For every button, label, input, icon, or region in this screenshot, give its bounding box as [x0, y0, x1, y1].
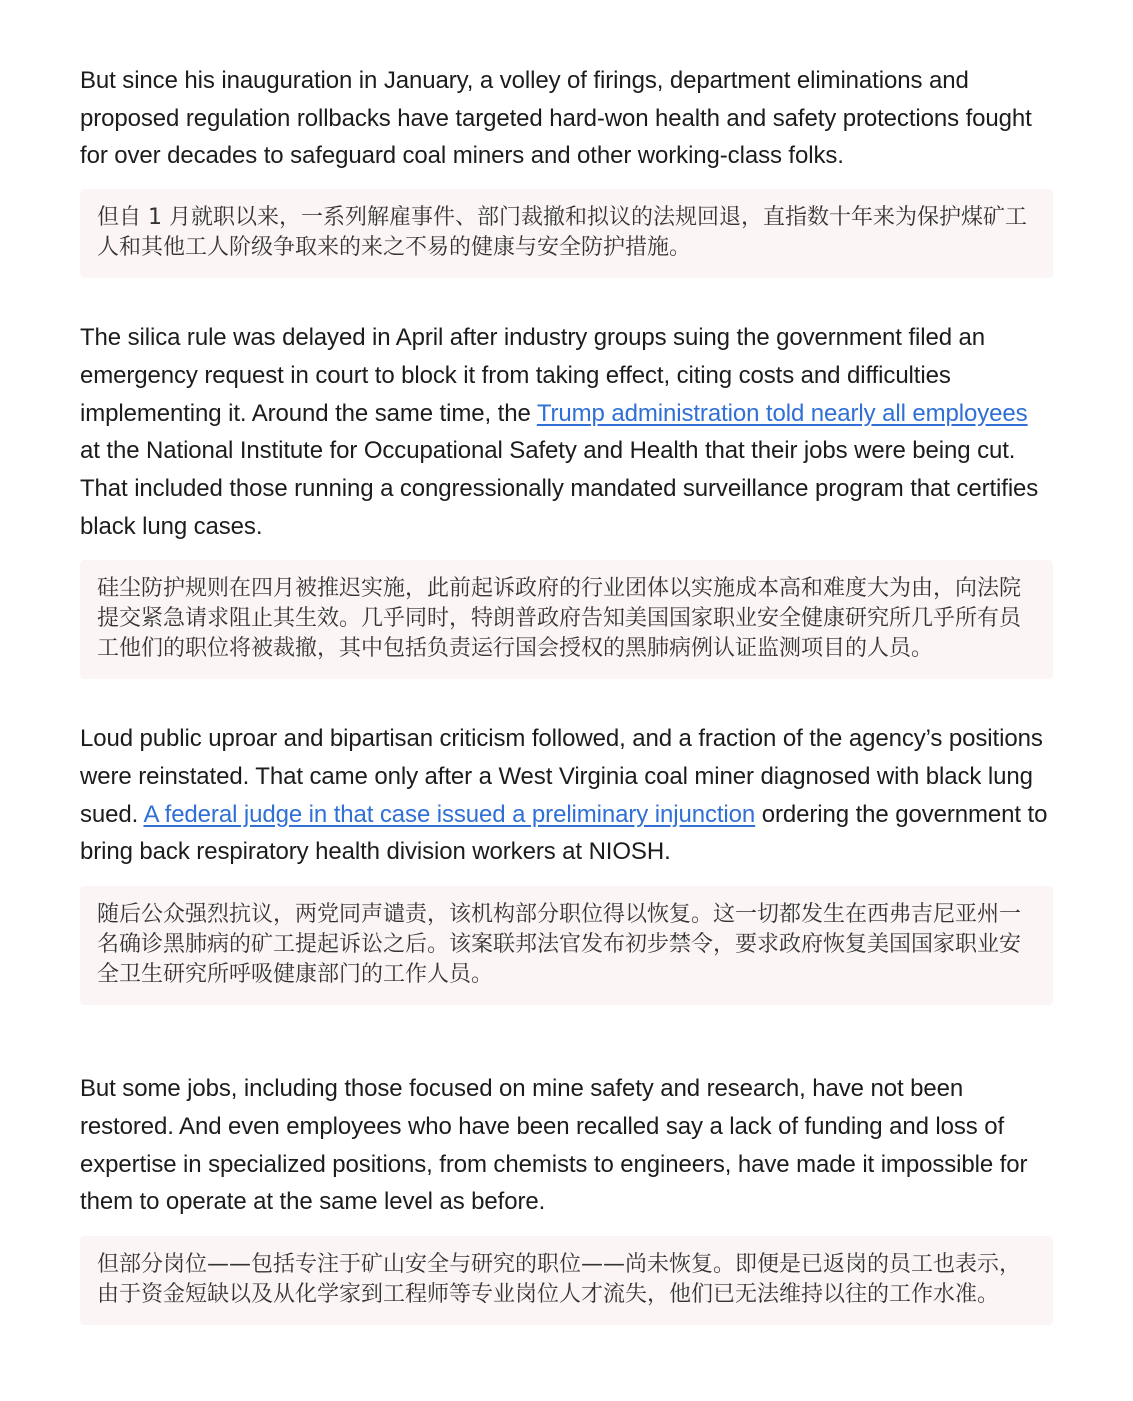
- english-paragraph-1: But since his inauguration in January, a volley of firings, department eliminations and proposed regulation rollbacks have targeted hard-won health and safety protections fought for over decades to safeguard coal miners and other working-class folks.: [80, 67, 1032, 170]
- article-body: [80, 62, 1053, 1325]
- chinese-translation-3: 随后公众强烈抗议，两党同声谴责，该机构部分职位得以恢复。这一切都发生在西弗吉尼亚州一名确诊黑肺病的矿工提起诉讼之后。该案联邦法官发布初步禁令，要求政府恢复美国国家职业安全卫生研究所呼吸健康部门的工作人员。: [80, 886, 1053, 1005]
- paragraph-2-text-before-link: The silica rule was delayed in April after industry groups suing the government filed an emergency request in court to block it from taking effect, citing costs and difficulties implementing it. Around the same time, the: [80, 324, 986, 427]
- chinese-translation-1: 但自 1 月就职以来，一系列解雇事件、部门裁撤和拟议的法规回退，直指数十年来为保护煤矿工人和其他工人阶级争取来的来之不易的健康与安全防护措施。: [80, 189, 1053, 278]
- english-paragraph-2: [80, 319, 1053, 545]
- chinese-translation-4: 但部分岗位——包括专注于矿山安全与研究的职位——尚未恢复。即便是已返岗的员工也表示，由于资金短缺以及从化学家到工程师等专业岗位人才流失，他们已无法维持以往的工作水准。: [80, 1236, 1053, 1325]
- paragraph-block-2: [80, 319, 1053, 679]
- paragraph-block-3: [80, 720, 1053, 1005]
- paragraph-block-4: [80, 1070, 1053, 1325]
- paragraph-3-text-before-link: Loud public uproar and bipartisan criticism followed, and a fraction of the agency’s positions were reinstated. That came only after a West Virginia coal miner diagnosed with black lung sued.: [80, 725, 1043, 828]
- english-paragraph-4: But some jobs, including those focused on mine safety and research, have not been restored. And even employees who have been recalled say a lack of funding and loss of expertise in specialized positions, from chemists to engineers, have made it impossible for them to operate at the same level as before.: [80, 1075, 1028, 1216]
- federal-judge-injunction-link[interactable]: A federal judge in that case issued a preliminary injunction: [143, 800, 756, 828]
- chinese-translation-2: 硅尘防护规则在四月被推迟实施，此前起诉政府的行业团体以实施成本高和难度大为由，向法院提交紧急请求阻止其生效。几乎同时，特朗普政府告知美国国家职业安全健康研究所几乎所有员工他们的职位将被裁撤，其中包括负责运行国会授权的黑肺病例认证监测项目的人员。: [80, 560, 1053, 679]
- trump-administration-employees-link[interactable]: Trump administration told nearly all employees: [536, 399, 1028, 427]
- paragraph-block-1: [80, 62, 1053, 278]
- paragraph-2-text-after-link: at the National Institute for Occupational Safety and Health that their jobs were being cut. That included those running a congressionally mandated surveillance program that certifies black lung cases.: [80, 437, 1039, 540]
- paragraph-3-text-after-link: ordering the government to bring back respiratory health division workers at NIOSH.: [80, 800, 1048, 866]
- english-paragraph-3: [80, 720, 1053, 871]
